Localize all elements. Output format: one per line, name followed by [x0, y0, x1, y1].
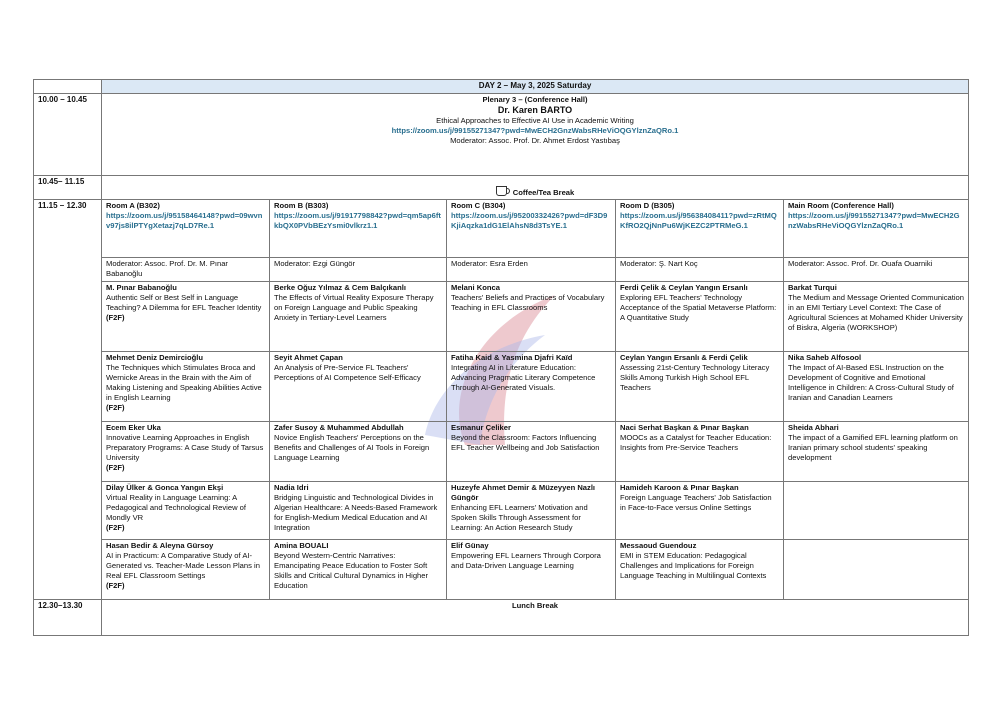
presenter: Hasan Bedir & Aleyna Gürsoy — [106, 540, 214, 550]
plenary-link[interactable]: https://zoom.us/j/99155271347?pwd=MwECH2GnzWabsRHeViOQGYlznZaQRo.1 — [391, 126, 679, 136]
presentation-title: The Techniques which Stimulates Broca and Wernicke Areas in the Brain with the Aim of Making Listening and Speaking Abilities Active in English Learning — [106, 362, 262, 402]
presenter: M. Pınar Babanoğlu — [106, 282, 177, 292]
presentation-cell-empty — [784, 539, 969, 599]
coffee-label: Coffee/Tea Break — [512, 187, 575, 197]
moderator-cell: Moderator: Ş. Nart Koç — [616, 257, 784, 281]
presenter: Ferdi Çelik & Ceylan Yangın Ersanlı — [620, 282, 748, 292]
lunch-label: Lunch Break — [102, 599, 969, 635]
room-name: Room B (B303) — [274, 200, 329, 210]
room-name: Room C (B304) — [451, 200, 506, 210]
presentation-title: Teachers' Beliefs and Practices of Vocabulary Teaching in EFL Classrooms — [451, 292, 605, 312]
presentation-cell — [447, 281, 616, 351]
presentation-cell — [447, 539, 616, 599]
presentation-cell — [447, 351, 616, 421]
format-tag: (F2F) — [106, 402, 125, 412]
presentation-cell — [270, 421, 447, 481]
presentation-title: AI in Practicum: A Comparative Study of AI-Generated vs. Teacher-Made Lesson Plans in Real EFL Classroom Settings — [106, 550, 260, 580]
presentation-title: Bridging Linguistic and Technological Divides in Algerian Healthcare: A Needs-Based Framework for English-Medium Medical Education and AI Integration — [274, 492, 438, 532]
coffee-cup-icon — [496, 186, 507, 196]
presentation-title: Beyond the Classroom: Factors Influencing EFL Teacher Wellbeing and Job Satisfaction — [451, 432, 600, 452]
moderator-cell: Moderator: Ezgi Güngör — [270, 257, 447, 281]
room-d-header — [616, 199, 784, 257]
room-name: Room D (B305) — [620, 200, 675, 210]
presentation-title: Novice English Teachers' Perceptions on the Benefits and Challenges of AI Tools in Foreign Language Learning — [274, 432, 430, 462]
presenter: Amina BOUALI — [274, 540, 329, 550]
presenter: Dilay Ülker & Gonca Yangın Ekşi — [106, 482, 224, 492]
presentation-title: Virtual Reality in Language Learning: A Pedagogical and Technological Review of Mondly VR — [106, 492, 247, 522]
room-a-header — [102, 199, 270, 257]
presentation-cell-empty — [784, 481, 969, 539]
presentation-cell — [616, 539, 784, 599]
format-tag: (F2F) — [106, 522, 125, 532]
presentation-row — [34, 539, 969, 599]
presentation-row — [34, 351, 969, 421]
presentation-cell — [102, 281, 270, 351]
session-time: 11.15 – 12.30 — [34, 199, 102, 599]
presenter: Ecem Eker Uka — [106, 422, 161, 432]
presenter: Barkat Turqui — [788, 282, 837, 292]
presentation-cell — [102, 421, 270, 481]
plenary-speaker: Dr. Karen BARTO — [497, 104, 573, 115]
moderator-cell: Moderator: Esra Erden — [447, 257, 616, 281]
schedule-table — [33, 79, 969, 636]
presenter: Elif Günay — [451, 540, 489, 550]
room-link[interactable]: https://zoom.us/j/95158464148?pwd=09wvnv97js8ilPTYgXetazj7qLD7Re.1 — [106, 210, 263, 230]
room-c-header — [447, 199, 616, 257]
presentation-title: Authentic Self or Best Self in Language Teaching? A Dilemma for EFL Teacher Identity — [106, 292, 262, 312]
presentation-cell — [616, 481, 784, 539]
plenary-row — [34, 93, 969, 175]
presentation-title: The Impact of AI-Based ESL Instruction on the Development of Cognitive and Emotional Intelligence in Children: A Cross-Cultural Study of Iranian and Canadian Learners — [788, 362, 954, 402]
rooms-row — [34, 199, 969, 257]
day-header: DAY 2 – May 3, 2025 Saturday — [102, 80, 969, 94]
room-link[interactable]: https://zoom.us/j/95200332426?pwd=dF3D9KjiAqzka1dG1ElAhsN8d3TsYE.1 — [451, 210, 608, 230]
moderator-cell: Moderator: Assoc. Prof. Dr. Ouafa Ouarniki — [784, 257, 969, 281]
presenter: Huzeyfe Ahmet Demir & Müzeyyen Nazlı Güngör — [451, 482, 596, 502]
presentation-cell — [270, 351, 447, 421]
presentation-title: Innovative Learning Approaches in English Preparatory Programs: A Case Study of Tarsus University — [106, 432, 264, 462]
presentation-title: The Medium and Message Oriented Communication in an EMI Tertiary Level Context: The Case of Agricultural Sciences at Mohamed Khider University of Biskra, Algeria (WORKSHOP) — [788, 292, 965, 332]
main-room-header — [784, 199, 969, 257]
presentation-title: The impact of a Gamified EFL learning platform on Iranian primary school students' speaking development — [788, 432, 958, 462]
room-link[interactable]: https://zoom.us/j/99155271347?pwd=MwECH2GnzWabsRHeViOQGYlznZaQRo.1 — [788, 210, 960, 230]
presentation-row — [34, 421, 969, 481]
presentation-cell — [270, 481, 447, 539]
presentation-cell — [102, 539, 270, 599]
presentation-cell — [616, 421, 784, 481]
format-tag: (F2F) — [106, 312, 125, 322]
presentation-cell — [270, 539, 447, 599]
presenter: Zafer Susoy & Muhammed Abdullah — [274, 422, 404, 432]
presentation-title: Assessing 21st-Century Technology Literacy Skills Among Turkish High School EFL Teachers — [620, 362, 770, 392]
coffee-cell — [102, 175, 969, 199]
presenter: Messaoud Guendouz — [620, 540, 697, 550]
moderator-cell: Moderator: Assoc. Prof. Dr. M. Pınar Babanoğlu — [102, 257, 270, 281]
presentation-cell — [784, 281, 969, 351]
presentation-title: Integrating AI in Literature Education: Advancing Pragmatic Literary Competence Through AI-Generated Visuals. — [451, 362, 596, 392]
room-name: Room A (B302) — [106, 200, 160, 210]
plenary-title: Plenary 3 – (Conference Hall) — [482, 94, 588, 104]
presentation-title: An Analysis of Pre-Service FL Teachers' Perceptions of AI Competence Self-Efficacy — [274, 362, 421, 382]
room-link[interactable]: https://zoom.us/j/91917798842?pwd=qm5ap6ftkbQX0PVbBEzYsmi0vlkrz1.1 — [274, 210, 441, 230]
day-header-row — [34, 80, 969, 94]
presenter: Seyit Ahmet Çapan — [274, 352, 343, 362]
presentation-cell — [270, 281, 447, 351]
presenter: Naci Serhat Başkan & Pınar Başkan — [620, 422, 749, 432]
format-tag: (F2F) — [106, 462, 125, 472]
presentation-cell — [616, 351, 784, 421]
presentation-cell — [784, 421, 969, 481]
lunch-row — [34, 599, 969, 635]
presentation-title: Empowering EFL Learners Through Corpora and Data-Driven Language Learning — [451, 550, 601, 570]
presentation-row — [34, 281, 969, 351]
presentation-title: Exploring EFL Teachers' Technology Acceptance of the Spatial Metaverse Platform: A Quantitative Study — [620, 292, 777, 322]
format-tag: (F2F) — [106, 580, 125, 590]
room-b-header — [270, 199, 447, 257]
presentation-cell — [102, 351, 270, 421]
presentation-title: EMI in STEM Education: Pedagogical Challenges and Implications for Foreign Language Teaching in Multilingual Contexts — [620, 550, 767, 580]
presenter: Hamideh Karoon & Pınar Başkan — [620, 482, 739, 492]
presenter: Sheida Abhari — [788, 422, 839, 432]
presenter: Nika Saheb Alfosool — [788, 352, 862, 362]
presenter: Berke Oğuz Yılmaz & Cem Balçıkanlı — [274, 282, 406, 292]
presenter: Melani Konca — [451, 282, 500, 292]
presentation-row — [34, 481, 969, 539]
coffee-row — [34, 175, 969, 199]
room-name: Main Room (Conference Hall) — [788, 200, 894, 210]
presentation-cell — [447, 481, 616, 539]
room-link[interactable]: https://zoom.us/j/95638408411?pwd=zRtMQKfRO2QjNnPu6WjKEZC2PTRMeG.1 — [620, 210, 777, 230]
plenary-moderator: Moderator: Assoc. Prof. Dr. Ahmet Erdost Yastıbaş — [450, 136, 620, 146]
presentation-title: MOOCs as a Catalyst for Teacher Education: Insights from Pre-Service Teachers — [620, 432, 772, 452]
presentation-cell — [616, 281, 784, 351]
presentation-title: Foreign Language Teachers' Job Satisfaction in Face-to-Face versus Online Settings — [620, 492, 772, 512]
presentation-title: Enhancing EFL Learners' Motivation and Spoken Skills Through Assessment for Learning: An Action Research Study — [451, 502, 588, 532]
lunch-time: 12.30–13.30 — [34, 599, 102, 635]
coffee-time: 10.45– 11.15 — [34, 175, 102, 199]
presenter: Fatiha Kaid & Yasmina Djafri Kaïd — [451, 352, 573, 362]
presentation-cell — [447, 421, 616, 481]
presentation-title: The Effects of Virtual Reality Exposure Therapy on Foreign Language and Public Speaking Anxiety in Tertiary-Level Learners — [274, 292, 434, 322]
presentation-cell — [784, 351, 969, 421]
plenary-talk: Ethical Approaches to Effective AI Use in Academic Writing — [436, 116, 634, 126]
moderators-row — [34, 257, 969, 281]
presenter: Ceylan Yangın Ersanlı & Ferdi Çelik — [620, 352, 748, 362]
plenary-cell — [102, 93, 969, 175]
presentation-title: Beyond Western-Centric Narratives: Emancipating Peace Education to Foster Soft Skills and Critical Cultural Dynamics in Higher Education — [274, 550, 429, 590]
presentation-cell — [102, 481, 270, 539]
plenary-time: 10.00 – 10.45 — [34, 93, 102, 175]
presenter: Nadia Idri — [274, 482, 309, 492]
presenter: Mehmet Deniz Demircioğlu — [106, 352, 204, 362]
presenter: Esmanur Çeliker — [451, 422, 511, 432]
